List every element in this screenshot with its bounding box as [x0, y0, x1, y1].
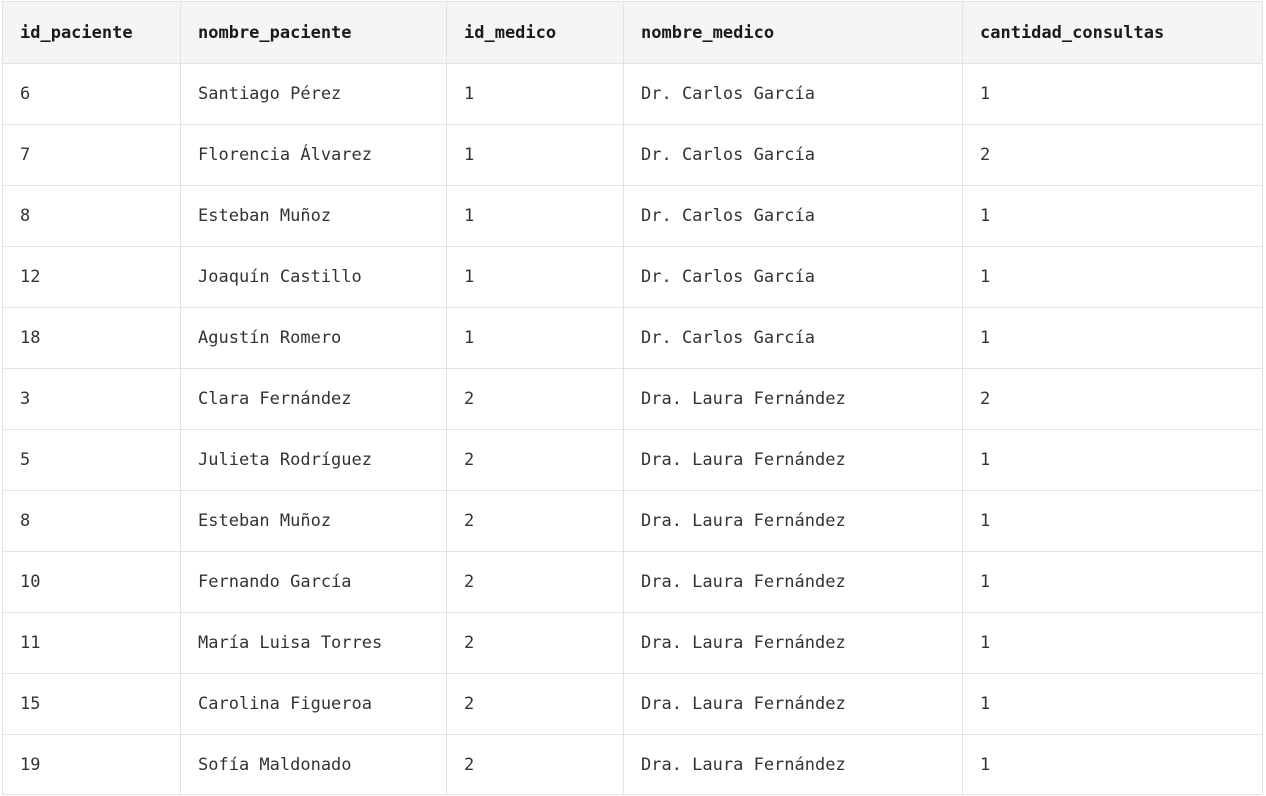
- column-header-cantidad-consultas[interactable]: cantidad_consultas: [963, 2, 1263, 64]
- cell-id-medico[interactable]: 1: [447, 186, 624, 247]
- cell-id-medico[interactable]: 1: [447, 64, 624, 125]
- column-header-nombre-medico[interactable]: nombre_medico: [624, 2, 963, 64]
- cell-cantidad-consultas[interactable]: 1: [963, 613, 1263, 674]
- cell-cantidad-consultas[interactable]: 1: [963, 430, 1263, 491]
- results-table: [2, 1, 1263, 795]
- cell-nombre-paciente[interactable]: Carolina Figueroa: [181, 674, 447, 735]
- table-body: [3, 64, 1263, 796]
- cell-nombre-medico[interactable]: Dr. Carlos García: [624, 247, 963, 308]
- cell-nombre-medico[interactable]: Dra. Laura Fernández: [624, 491, 963, 552]
- table-row[interactable]: [3, 64, 1263, 125]
- cell-nombre-medico[interactable]: Dra. Laura Fernández: [624, 674, 963, 735]
- cell-id-paciente[interactable]: 6: [3, 64, 181, 125]
- cell-nombre-paciente[interactable]: Clara Fernández: [181, 369, 447, 430]
- cell-id-medico[interactable]: 1: [447, 125, 624, 186]
- cell-id-medico[interactable]: 2: [447, 674, 624, 735]
- cell-id-paciente[interactable]: 18: [3, 308, 181, 369]
- cell-nombre-paciente[interactable]: Sofía Maldonado: [181, 735, 447, 796]
- cell-cantidad-consultas[interactable]: 1: [963, 735, 1263, 796]
- cell-cantidad-consultas[interactable]: 2: [963, 125, 1263, 186]
- cell-id-medico[interactable]: 2: [447, 613, 624, 674]
- cell-nombre-medico[interactable]: Dra. Laura Fernández: [624, 613, 963, 674]
- cell-nombre-medico[interactable]: Dr. Carlos García: [624, 125, 963, 186]
- cell-id-medico[interactable]: 1: [447, 308, 624, 369]
- column-header-id-medico[interactable]: id_medico: [447, 2, 624, 64]
- cell-id-medico[interactable]: 2: [447, 491, 624, 552]
- cell-nombre-medico[interactable]: Dr. Carlos García: [624, 308, 963, 369]
- cell-nombre-medico[interactable]: Dra. Laura Fernández: [624, 369, 963, 430]
- cell-cantidad-consultas[interactable]: 2: [963, 369, 1263, 430]
- table-row[interactable]: [3, 186, 1263, 247]
- column-header-nombre-paciente[interactable]: nombre_paciente: [181, 2, 447, 64]
- cell-id-medico[interactable]: 2: [447, 552, 624, 613]
- cell-id-paciente[interactable]: 3: [3, 369, 181, 430]
- cell-cantidad-consultas[interactable]: 1: [963, 674, 1263, 735]
- table-row[interactable]: [3, 430, 1263, 491]
- cell-cantidad-consultas[interactable]: 1: [963, 552, 1263, 613]
- cell-nombre-paciente[interactable]: Santiago Pérez: [181, 64, 447, 125]
- table-row[interactable]: [3, 369, 1263, 430]
- cell-nombre-paciente[interactable]: Fernando García: [181, 552, 447, 613]
- cell-id-paciente[interactable]: 7: [3, 125, 181, 186]
- table-row[interactable]: [3, 308, 1263, 369]
- table-row[interactable]: [3, 735, 1263, 796]
- cell-id-paciente[interactable]: 19: [3, 735, 181, 796]
- table-row[interactable]: [3, 491, 1263, 552]
- cell-id-paciente[interactable]: 12: [3, 247, 181, 308]
- cell-id-paciente[interactable]: 11: [3, 613, 181, 674]
- cell-id-medico[interactable]: 1: [447, 247, 624, 308]
- cell-id-medico[interactable]: 2: [447, 369, 624, 430]
- results-grid[interactable]: [2, 1, 1263, 795]
- cell-cantidad-consultas[interactable]: 1: [963, 247, 1263, 308]
- cell-nombre-medico[interactable]: Dr. Carlos García: [624, 186, 963, 247]
- cell-nombre-paciente[interactable]: Joaquín Castillo: [181, 247, 447, 308]
- cell-nombre-paciente[interactable]: Florencia Álvarez: [181, 125, 447, 186]
- cell-id-paciente[interactable]: 8: [3, 186, 181, 247]
- cell-nombre-medico[interactable]: Dra. Laura Fernández: [624, 552, 963, 613]
- cell-id-paciente[interactable]: 10: [3, 552, 181, 613]
- cell-cantidad-consultas[interactable]: 1: [963, 491, 1263, 552]
- cell-nombre-paciente[interactable]: Esteban Muñoz: [181, 491, 447, 552]
- cell-cantidad-consultas[interactable]: 1: [963, 64, 1263, 125]
- cell-id-paciente[interactable]: 8: [3, 491, 181, 552]
- cell-cantidad-consultas[interactable]: 1: [963, 186, 1263, 247]
- cell-id-medico[interactable]: 2: [447, 430, 624, 491]
- cell-nombre-paciente[interactable]: Esteban Muñoz: [181, 186, 447, 247]
- table-row[interactable]: [3, 247, 1263, 308]
- header-row: [3, 2, 1263, 64]
- table-header: [3, 2, 1263, 64]
- column-header-id-paciente[interactable]: id_paciente: [3, 2, 181, 64]
- table-row[interactable]: [3, 552, 1263, 613]
- table-row[interactable]: [3, 674, 1263, 735]
- table-row[interactable]: [3, 613, 1263, 674]
- cell-id-paciente[interactable]: 15: [3, 674, 181, 735]
- cell-nombre-medico[interactable]: Dra. Laura Fernández: [624, 735, 963, 796]
- cell-nombre-medico[interactable]: Dr. Carlos García: [624, 64, 963, 125]
- cell-id-medico[interactable]: 2: [447, 735, 624, 796]
- table-row[interactable]: [3, 125, 1263, 186]
- cell-nombre-paciente[interactable]: Julieta Rodríguez: [181, 430, 447, 491]
- cell-nombre-paciente[interactable]: Agustín Romero: [181, 308, 447, 369]
- cell-nombre-paciente[interactable]: María Luisa Torres: [181, 613, 447, 674]
- cell-id-paciente[interactable]: 5: [3, 430, 181, 491]
- cell-nombre-medico[interactable]: Dra. Laura Fernández: [624, 430, 963, 491]
- cell-cantidad-consultas[interactable]: 1: [963, 308, 1263, 369]
